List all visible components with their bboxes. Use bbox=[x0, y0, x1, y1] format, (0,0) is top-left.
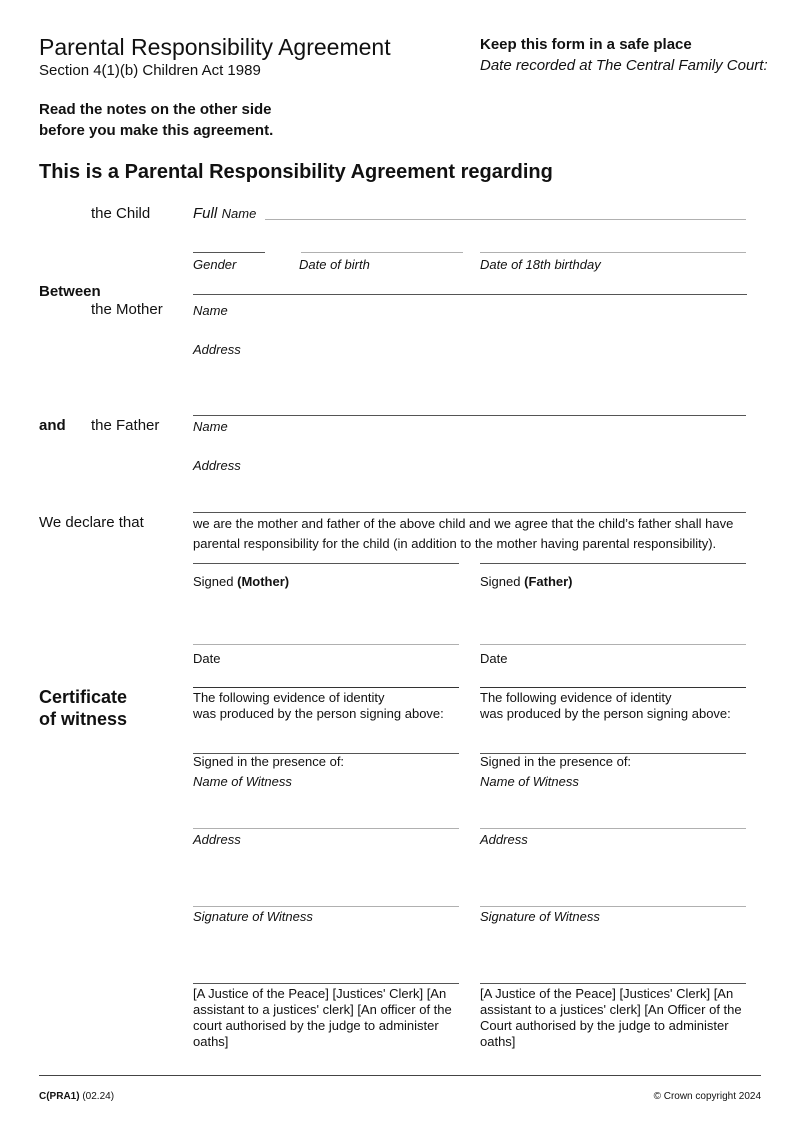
date-recorded-label: Date recorded at The Central Family Court: bbox=[480, 57, 768, 74]
notes-line-2: before you make this agreement. bbox=[39, 122, 274, 139]
main-heading: This is a Parental Responsibility Agreement regarding bbox=[39, 161, 553, 183]
declaration-label: We declare that bbox=[39, 514, 144, 531]
form-code bbox=[39, 1091, 114, 1102]
witness-left-name-field[interactable] bbox=[193, 792, 459, 826]
witness-left-signature-label: Signature of Witness bbox=[193, 909, 313, 924]
father-name-field[interactable] bbox=[240, 416, 746, 438]
witness-right-name-field[interactable] bbox=[480, 792, 746, 826]
mother-date-label: Date bbox=[193, 651, 221, 666]
mother-section-divider bbox=[193, 294, 747, 295]
full-prefix: Full bbox=[193, 205, 218, 222]
signed-word: Signed bbox=[193, 574, 234, 589]
witness-left-presence-label: Signed in the presence of: bbox=[193, 754, 345, 769]
form-code-id: C(PRA1) bbox=[39, 1091, 80, 1102]
witness-right-signature-divider bbox=[480, 906, 746, 907]
evidence-line-1: The following evidence of identity bbox=[193, 690, 385, 705]
dob-label: Date of birth bbox=[299, 257, 370, 272]
witness-left-evidence-field[interactable] bbox=[193, 724, 459, 750]
evidence-line-1: The following evidence of identity bbox=[480, 690, 672, 705]
mother-address-label: Address bbox=[193, 342, 241, 357]
witness-right-address-divider bbox=[480, 828, 746, 829]
mother-row-label: the Mother bbox=[91, 301, 163, 318]
child-gender-field[interactable] bbox=[193, 252, 265, 253]
father-date-field[interactable] bbox=[517, 648, 746, 668]
witness-right-capacity-divider bbox=[480, 983, 746, 984]
declaration-divider bbox=[193, 512, 746, 513]
witness-right-evidence bbox=[480, 690, 731, 722]
witness-right-evidence-field[interactable] bbox=[480, 724, 746, 750]
declaration-text: we are the mother and father of the above child and we agree that the child’s father shall have parental responsibility for the child (in addition to the mother having parental responsibility). bbox=[193, 516, 734, 551]
keep-safe-notice: Keep this form in a safe place bbox=[480, 36, 692, 53]
father-address-field[interactable] bbox=[250, 456, 746, 506]
mother-name-field[interactable] bbox=[240, 300, 746, 322]
signed-word: Signed bbox=[480, 574, 521, 589]
mother-signature-field[interactable] bbox=[193, 592, 459, 642]
witness-right-name-label: Name of Witness bbox=[480, 774, 579, 789]
witness-left-signature-field[interactable] bbox=[193, 928, 459, 982]
witness-right-top-divider bbox=[480, 687, 746, 688]
father-date-label: Date bbox=[480, 651, 508, 666]
witness-right-signature-field[interactable] bbox=[480, 928, 746, 982]
mother-name-label: Name bbox=[193, 303, 228, 318]
between-label: Between bbox=[39, 283, 101, 300]
father-signature-field[interactable] bbox=[480, 592, 746, 642]
father-tag: (Father) bbox=[524, 574, 573, 589]
child-dob-field[interactable] bbox=[301, 252, 463, 253]
witness-left-capacity-divider bbox=[193, 983, 459, 984]
footer-divider bbox=[39, 1075, 761, 1076]
father-row-label: the Father bbox=[91, 417, 160, 434]
witness-left-evidence bbox=[193, 690, 444, 722]
witness-right-address-field[interactable] bbox=[480, 850, 746, 904]
witness-heading-line-1: Certificate bbox=[39, 687, 128, 707]
copyright-notice: © Crown copyright 2024 bbox=[653, 1091, 761, 1102]
mother-date-divider bbox=[193, 644, 459, 645]
form-title: Parental Responsibility Agreement bbox=[39, 34, 391, 60]
father-address-label: Address bbox=[193, 458, 241, 473]
father-signature-divider bbox=[480, 563, 746, 564]
witness-right-capacity-text: [A Justice of the Peace] [Justices' Clerk] [An assistant to a justices' clerk] [An Officer of the Court authorised by the judge to administer oaths] bbox=[480, 986, 742, 1049]
witness-heading-line-2: of witness bbox=[39, 709, 128, 729]
mother-signed-label bbox=[193, 574, 289, 589]
form-version: (02.24) bbox=[82, 1091, 115, 1102]
witness-left-address-label: Address bbox=[193, 832, 241, 847]
notes-instruction bbox=[39, 99, 359, 141]
name-word: Name bbox=[221, 206, 257, 221]
father-date-divider bbox=[480, 644, 746, 645]
witness-right-signature-label: Signature of Witness bbox=[480, 909, 600, 924]
father-name-label: Name bbox=[193, 419, 228, 434]
witness-right-address-label: Address bbox=[480, 832, 528, 847]
notes-line-1: Read the notes on the other side bbox=[39, 101, 272, 118]
gender-label: Gender bbox=[193, 257, 237, 272]
father-signed-label bbox=[480, 574, 573, 589]
witness-left-signature-divider bbox=[193, 906, 459, 907]
evidence-line-2: was produced by the person signing above: bbox=[480, 706, 731, 721]
witness-left-address-field[interactable] bbox=[193, 850, 459, 904]
child-full-name-field[interactable] bbox=[265, 219, 746, 220]
witness-left-address-divider bbox=[193, 828, 459, 829]
child-full-name-label bbox=[193, 205, 256, 223]
mother-date-field[interactable] bbox=[230, 648, 459, 668]
evidence-line-2: was produced by the person signing above: bbox=[193, 706, 444, 721]
witness-left-capacity-text: [A Justice of the Peace] [Justices' Clerk] [An assistant to a justices' clerk] [An officer of the court authorised by the judge to administer oaths] bbox=[193, 986, 452, 1049]
witness-right-presence-label: Signed in the presence of: bbox=[480, 754, 632, 769]
mother-signature-divider bbox=[193, 563, 459, 564]
child-row-label: the Child bbox=[91, 205, 151, 222]
child-18th-birthday-field[interactable] bbox=[480, 252, 746, 253]
form-subtitle: Section 4(1)(b) Children Act 1989 bbox=[39, 62, 261, 79]
mother-tag: (Mother) bbox=[237, 574, 290, 589]
mother-address-field[interactable] bbox=[250, 340, 746, 410]
witness-heading bbox=[39, 686, 127, 730]
eighteenth-birthday-label: Date of 18th birthday bbox=[480, 257, 601, 272]
witness-left-top-divider bbox=[193, 687, 459, 688]
and-label: and bbox=[39, 417, 66, 434]
witness-left-name-label: Name of Witness bbox=[193, 774, 292, 789]
